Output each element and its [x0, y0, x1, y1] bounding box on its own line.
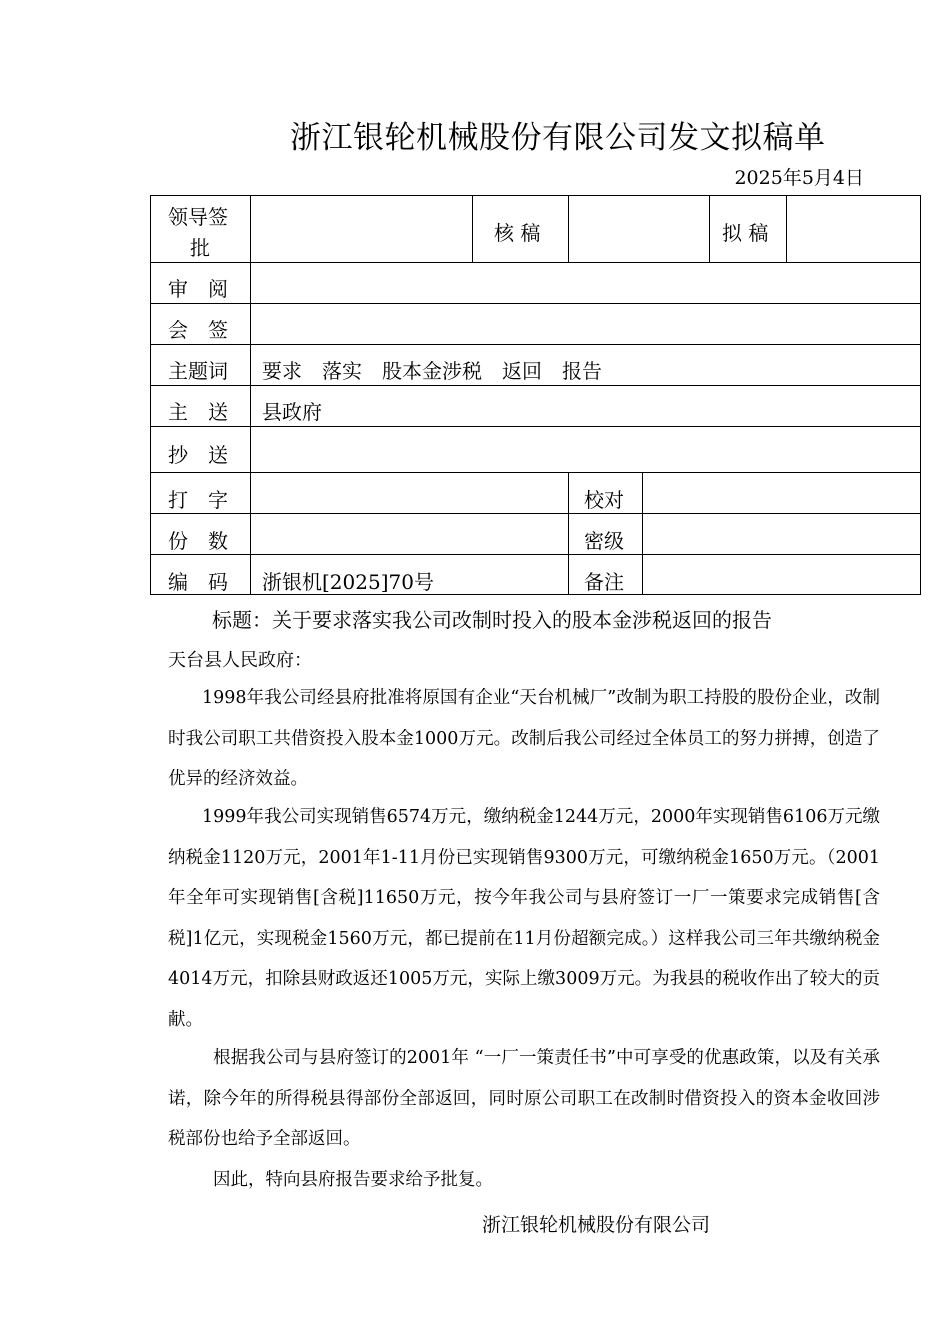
- review-label: 核 稿: [494, 221, 541, 245]
- draft-form-table: [150, 195, 921, 595]
- leader-sign-label-2: 批: [190, 236, 210, 260]
- paragraph: 根据我公司与县府签订的2001年 “一厂一策责任书”中可享受的优惠政策，以及有关承诺，除今年的所得税县得部份全部返回，同时原公司职工在改制时借资投入的资本金收回涉税部份也给予全部返回。: [168, 1048, 880, 1149]
- read-label: 审 阅: [168, 277, 228, 301]
- paragraph: 因此，特向县府报告要求给予批复。: [213, 1170, 493, 1190]
- document-title: 浙江银轮机械股份有限公司发文拟稿单: [290, 120, 826, 156]
- secrecy-field[interactable]: [644, 514, 918, 553]
- copies-label: 份 数: [168, 529, 228, 553]
- remarks-label: 备注: [584, 570, 624, 594]
- proofread-field[interactable]: [644, 473, 918, 512]
- draft-label: 拟 稿: [722, 221, 769, 245]
- cc-label: 抄 送: [168, 443, 228, 467]
- leader-sign-label: 领导签: [168, 205, 228, 229]
- draft-field[interactable]: [788, 195, 918, 261]
- document-date: 2025年5月4日: [734, 167, 864, 189]
- secrecy-label: 密级: [584, 529, 624, 553]
- countersign-field[interactable]: [252, 304, 918, 343]
- paragraph: 1999年我公司实现销售6574万元，缴纳税金1244万元，2000年实现销售6106万元缴纳税金1120万元，2001年1-11月份已实现销售9300万元，可缴纳税金1650万元。（2001年全年可实现销售[含税]11650万元，按今年我公司与县府签订一厂一策要求完成销售[含税]1亿元，实现税金1560万元，都已提前在11月份超额完成。）这样我公司三年共缴纳税金4014万元，扣除县财政返还1005万元，实际上缴3009万元。为我县的税收作出了较大的贡献。: [168, 807, 880, 1030]
- salutation: 天台县人民政府：: [168, 650, 312, 671]
- signature: 浙江银轮机械股份有限公司: [482, 1214, 711, 1236]
- review-field[interactable]: [570, 195, 708, 261]
- copies-field[interactable]: [252, 514, 566, 553]
- subject-words-label: 主题词: [168, 359, 228, 383]
- paragraph: 1998年我公司经县府批准将原国有企业“天台机械厂”改制为职工持股的股份企业，改制时我公司职工共借资投入股本金1000万元。改制后我公司经过全体员工的努力拼搏，创造了优异的经济效益。: [168, 688, 880, 789]
- countersign-label: 会 签: [168, 318, 228, 342]
- read-field[interactable]: [252, 263, 918, 302]
- main-to-label: 主 送: [168, 400, 228, 424]
- subject-line: 标题：关于要求落实我公司改制时投入的股本金涉税返回的报告: [212, 608, 772, 632]
- cc-field[interactable]: [252, 427, 918, 471]
- proofread-label: 校对: [584, 488, 624, 512]
- code-label: 编 码: [168, 570, 228, 594]
- typing-field[interactable]: [252, 473, 566, 512]
- code-value: 浙银机[2025]70号: [262, 570, 434, 594]
- leader-sign-field[interactable]: [270, 195, 470, 261]
- main-to-value: 县政府: [262, 400, 322, 424]
- typing-label: 打 字: [168, 488, 228, 512]
- subject-words-value: 要求 落实 股本金涉税 返回 报告: [262, 359, 602, 383]
- remarks-field[interactable]: [644, 555, 918, 593]
